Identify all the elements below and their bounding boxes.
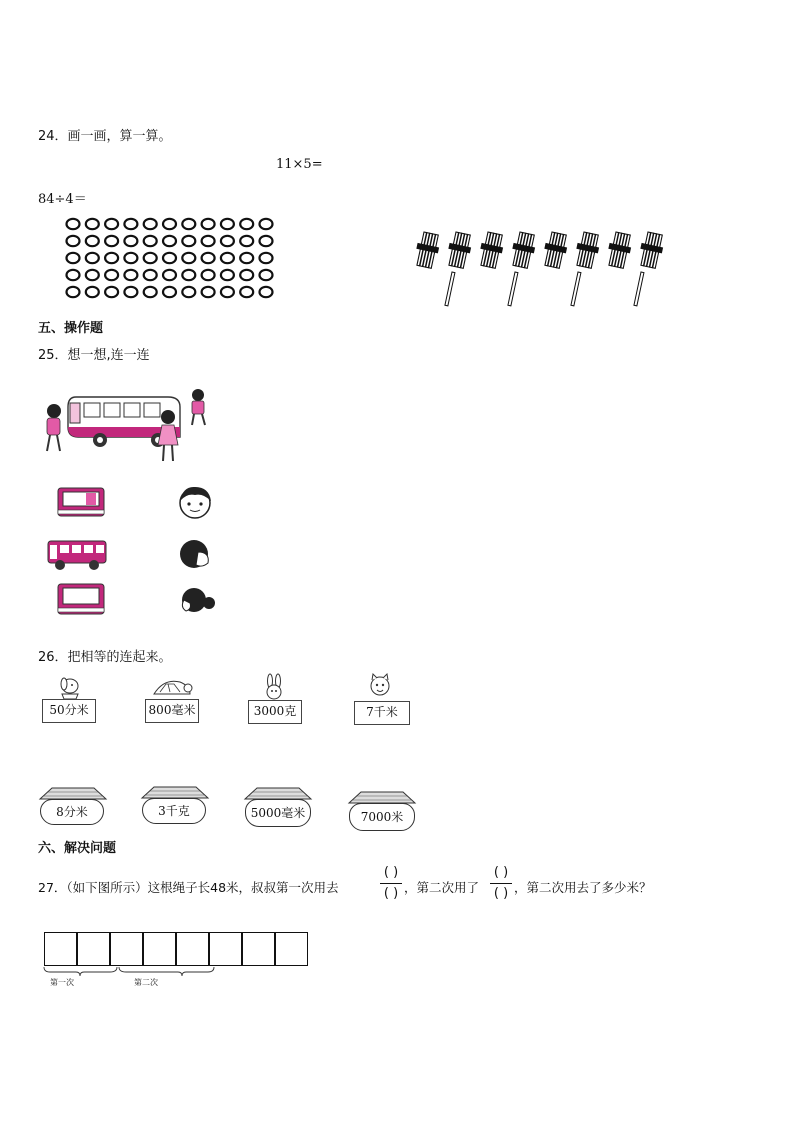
circle-mark [260, 253, 273, 263]
circle-mark [144, 270, 157, 280]
circle-mark [221, 236, 234, 246]
q26-title: 26．把相等的连起来。 [38, 650, 172, 665]
q27-text-middle: ，第二次用了 [404, 880, 480, 895]
roof-icon [38, 786, 108, 800]
fraction-blank: ( ) ( ) [380, 864, 402, 903]
circle-mark [260, 236, 273, 246]
circle-mark [105, 219, 118, 229]
boy-face-image [175, 483, 215, 521]
circle-mark [202, 253, 215, 263]
dog-icon [56, 674, 82, 700]
circle-mark [67, 270, 80, 280]
section5-title: 五、操作题 [38, 321, 104, 336]
circle-mark [105, 236, 118, 246]
stick-bundle [637, 231, 666, 269]
circle-mark [86, 219, 99, 229]
circle-mark [202, 270, 215, 280]
circle-mark [124, 253, 137, 263]
circle-mark [260, 270, 273, 280]
label-second: 第二次 [134, 978, 158, 987]
circle-mark [163, 287, 176, 297]
circle-mark [105, 253, 118, 263]
stick-bundle [509, 231, 538, 269]
circle-mark [124, 270, 137, 280]
circle-mark [240, 287, 253, 297]
circle-mark [182, 219, 195, 229]
circle-mark [163, 219, 176, 229]
circle-mark [163, 270, 176, 280]
circle-mark [144, 236, 157, 246]
brace-icon [40, 965, 220, 977]
q24-expr-multiply: 11×5= [276, 157, 323, 172]
sign-label: 3000克 [248, 700, 302, 724]
bus-back-view-image [56, 582, 106, 618]
girl-back-head-image [176, 583, 220, 617]
bus-side-view-image [46, 537, 110, 573]
pot-label: 7000米 [349, 803, 415, 831]
circle-mark [240, 236, 253, 246]
circle-mark [124, 219, 137, 229]
circle-mark [105, 287, 118, 297]
q25-title: 25．想一想,连一连 [38, 348, 150, 363]
circle-mark [163, 253, 176, 263]
rabbit-icon [262, 673, 286, 701]
circle-mark [86, 236, 99, 246]
circle-mark [240, 253, 253, 263]
q24-title: 24．画一画，算一算。 [38, 129, 172, 144]
circle-mark [67, 219, 80, 229]
circle-mark [221, 270, 234, 280]
roof-icon [243, 786, 313, 800]
circle-mark [182, 287, 195, 297]
circle-mark [182, 270, 195, 280]
circles-grid [62, 215, 278, 301]
section6-title: 六、解决问题 [38, 841, 117, 856]
circle-mark [144, 253, 157, 263]
boy-side-head-image [176, 535, 216, 571]
single-stick [571, 272, 581, 306]
circle-mark [86, 287, 99, 297]
stick-bundle [605, 231, 634, 269]
circle-mark [240, 270, 253, 280]
turtle-icon [150, 676, 194, 700]
stick-bundle [477, 231, 506, 269]
circle-mark [202, 219, 215, 229]
bus-scene-image [38, 385, 218, 465]
bus-front-view-image [56, 486, 106, 522]
circle-mark [221, 287, 234, 297]
sign-label: 7千米 [354, 701, 410, 725]
circle-mark [86, 270, 99, 280]
fraction-blank: ( ) ( ) [490, 864, 512, 903]
circle-mark [124, 236, 137, 246]
q27-text-suffix: ，第二次用去了多少米？ [514, 880, 652, 895]
circle-mark [105, 270, 118, 280]
cat-icon [366, 672, 394, 700]
circle-mark [260, 287, 273, 297]
single-stick [508, 272, 518, 306]
circle-mark [221, 219, 234, 229]
stick-bundles-image [412, 224, 682, 314]
pot-label: 3千克 [142, 798, 206, 824]
single-stick [445, 272, 455, 306]
circle-mark [260, 219, 273, 229]
pot-label: 8分米 [40, 799, 104, 825]
stick-bundle [573, 231, 602, 269]
label-first: 第一次 [50, 978, 74, 987]
circle-mark [67, 236, 80, 246]
q27-text-prefix: 27．（如下图所示）这根绳子长48米，叔叔第一次用去 [38, 880, 339, 895]
circle-mark [144, 219, 157, 229]
sign-label: 50分米 [42, 699, 96, 723]
circle-mark [182, 236, 195, 246]
roof-icon [347, 790, 417, 804]
circle-mark [182, 253, 195, 263]
stick-bundle [413, 231, 442, 269]
roof-icon [140, 785, 210, 799]
circle-mark [124, 287, 137, 297]
circle-mark [144, 287, 157, 297]
circle-mark [86, 253, 99, 263]
circle-mark [67, 287, 80, 297]
pot-label: 5000毫米 [245, 799, 311, 827]
circle-mark [240, 219, 253, 229]
q24-expr-divide: 84÷4＝ [38, 192, 87, 207]
circle-mark [202, 236, 215, 246]
circle-mark [163, 236, 176, 246]
stick-bundle [541, 231, 570, 269]
stick-bundle [445, 231, 474, 269]
single-stick [634, 272, 644, 306]
circle-mark [67, 253, 80, 263]
circle-mark [202, 287, 215, 297]
sign-label: 800毫米 [145, 699, 199, 723]
circle-mark [221, 253, 234, 263]
